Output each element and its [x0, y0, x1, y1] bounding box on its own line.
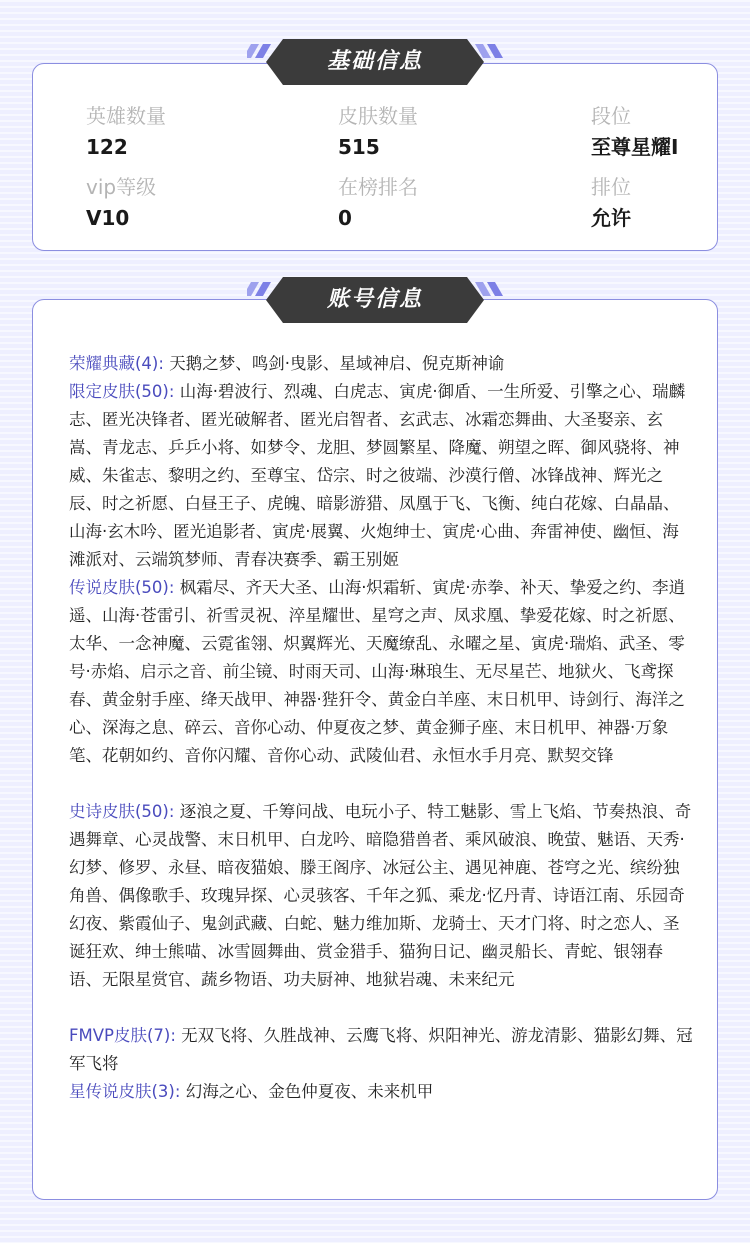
stat-rank-tier	[591, 102, 678, 161]
section-value: 逐浪之夏、千筹问战、电玩小子、特工魅影、雪上飞焰、节奏热浪、奇遇舞章、心灵战警、末日机甲、白龙吟、暗隐猎兽者、乘风破浪、晚萤、魅语、天秀·幻梦、修罗、永昼、暗夜猫娘、滕王阁序、冰冠公主、遇见神鹿、苍穹之光、缤纷独角兽、偶像歌手、玫瑰异探、心灵骇客、千年之狐、乘龙·忆丹青、诗语江南、乐园奇幻夜、紫霞仙子、鬼剑武藏、白蛇、魅力维加斯、龙骑士、天才门将、时之恋人、圣诞狂欢、绅士熊喵、冰雪圆舞曲、赏金猎手、猫狗日记、幽灵船长、青蛇、银翎春语、无限星赏官、蔬乡物语、功夫厨神、地狱岩魂、未来纪元	[69, 802, 692, 989]
stat-value: 允许	[591, 206, 631, 230]
stat-hero-count	[86, 102, 166, 161]
section-value: 天鹅之梦、鸣剑·曳影、星域神启、倪克斯神谕	[169, 354, 505, 373]
basic-info-title: 基础信息	[326, 49, 423, 74]
section-value: 幻海之心、金色仲夏夜、未来机甲	[185, 1082, 434, 1101]
section-value: 山海·碧波行、烈魂、白虎志、寅虎·御盾、一生所爱、引擎之心、瑞麟志、匿光决锋者、匿光破解者、匿光启智者、玄武志、冰霜恋舞曲、大圣娶亲、玄嵩、青龙志、乒乒小将、如梦令、龙胆、梦圆繁星、降魔、朔望之晖、御风骁将、神威、朱雀志、黎明之约、至尊宝、岱宗、时之彼端、沙漠行僧、冰锋战神、辉光之辰、时之祈愿、白昼王子、虎魄、暗影游猎、凤凰于飞、飞衡、纯白花嫁、白晶晶、山海·玄木吟、匿光追影者、寅虎·展翼、火炮绅士、寅虎·心曲、奔雷神使、幽恒、海滩派对、云端筑梦师、青春决赛季、霸王别姬	[69, 382, 686, 569]
stat-label: vip等级	[86, 175, 157, 199]
stat-label: 英雄数量	[86, 104, 166, 128]
list-item	[69, 378, 693, 574]
stat-value: 0	[338, 206, 352, 230]
spacer	[69, 994, 693, 1022]
basic-info-banner	[247, 38, 503, 86]
section-key: 荣耀典藏(4):	[69, 354, 164, 373]
list-item	[69, 574, 693, 770]
stat-skin-count	[338, 102, 418, 161]
list-item	[69, 798, 693, 994]
stat-label: 排位	[591, 175, 631, 199]
list-item	[69, 1022, 693, 1078]
stat-value: V10	[86, 206, 130, 230]
section-key: 限定皮肤(50):	[69, 382, 175, 401]
stat-label: 段位	[591, 104, 631, 128]
section-key: FMVP皮肤(7):	[69, 1026, 176, 1045]
account-info-title: 账号信息	[326, 287, 423, 312]
stat-ranked-allowed	[591, 173, 631, 232]
basic-info-card	[32, 63, 718, 251]
stat-value: 至尊星耀Ⅰ	[591, 135, 679, 159]
account-skin-list	[69, 350, 693, 1106]
account-info-banner	[247, 276, 503, 324]
stat-label: 皮肤数量	[338, 104, 418, 128]
section-key: 传说皮肤(50):	[69, 578, 175, 597]
spacer	[69, 770, 693, 798]
section-value: 枫霜尽、齐天大圣、山海·炽霜斩、寅虎·赤拳、补天、挚爱之约、李逍遥、山海·苍雷引、祈雪灵祝、淬星耀世、星穹之声、凤求凰、挚爱花嫁、时之祈愿、太华、一念神魔、云霓雀翎、炽翼辉光、天魔缭乱、永曜之星、寅虎·瑞焰、武圣、零号·赤焰、启示之音、前尘镜、时雨天司、山海·琳琅生、无尽星芒、地狱火、飞鸢探春、黄金射手座、绛天战甲、神器·狴犴令、黄金白羊座、末日机甲、诗剑行、海洋之心、深海之息、碎云、音你心动、仲夏夜之梦、黄金狮子座、末日机甲、神器·万象笔、花朝如约、音你闪耀、音你心动、武陵仙君、永恒水手月亮、默契交锋	[69, 578, 686, 765]
section-value: 无双飞将、久胜战神、云鹰飞将、炽阳神光、游龙清影、猫影幻舞、冠军飞将	[69, 1026, 693, 1073]
stat-label: 在榜排名	[338, 175, 418, 199]
stat-value: 515	[338, 135, 380, 159]
list-item	[69, 350, 693, 378]
stat-vip-level	[86, 173, 156, 232]
list-item	[69, 1078, 693, 1106]
section-key: 史诗皮肤(50):	[69, 802, 175, 821]
stat-value: 122	[86, 135, 128, 159]
section-key: 星传说皮肤(3):	[69, 1082, 181, 1101]
stat-leaderboard-rank	[338, 173, 418, 232]
account-info-card	[32, 299, 718, 1200]
